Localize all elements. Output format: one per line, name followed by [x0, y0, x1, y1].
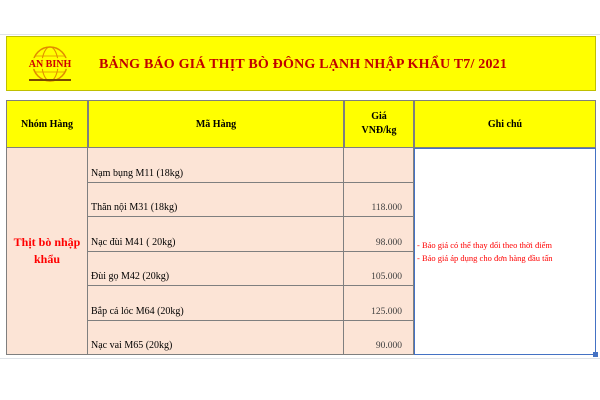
an-binh-logo-icon — [21, 45, 79, 85]
table-row — [88, 217, 414, 252]
price-cell[interactable] — [344, 148, 414, 183]
product-rows — [88, 148, 414, 355]
table-row — [88, 252, 414, 287]
item-name-cell[interactable]: Nạm bụng M11 (18kg) — [88, 148, 344, 183]
item-name-cell[interactable]: Bắp cá lóc M64 (20kg) — [88, 286, 344, 321]
title-banner[interactable] — [6, 36, 596, 91]
page-title: BẢNG BÁO GIÁ THỊT BÒ ĐÔNG LẠNH NHẬP KHẨU T7/ 2021 — [99, 57, 508, 72]
header-price-line2: VNĐ/kg — [361, 125, 397, 136]
group-cell[interactable] — [6, 148, 88, 355]
table-row — [88, 321, 414, 356]
price-cell[interactable]: 98.000 — [344, 217, 414, 252]
grid-line — [0, 358, 600, 359]
selection-fill-handle[interactable] — [593, 352, 598, 357]
note-cell-selected[interactable] — [414, 148, 596, 355]
note-line: - Báo giá áp dụng cho đơn hàng đầu tấn — [417, 252, 553, 263]
item-name-cell[interactable]: Đùi gọ M42 (20kg) — [88, 252, 344, 287]
company-logo — [21, 45, 79, 85]
header-price-line1: Giá — [371, 111, 387, 122]
price-cell[interactable]: 118.000 — [344, 183, 414, 218]
price-cell[interactable]: 125.000 — [344, 286, 414, 321]
header-item-code[interactable]: Mã Hàng — [88, 100, 344, 148]
item-name-cell[interactable]: Thăn nội M31 (18kg) — [88, 183, 344, 218]
table-row — [88, 286, 414, 321]
price-cell[interactable]: 105.000 — [344, 252, 414, 287]
group-label: Thịt bò nhập khẩu — [13, 235, 81, 266]
svg-text:AN BINH: AN BINH — [28, 59, 72, 70]
item-name-cell[interactable]: Nạc đùi M41 ( 20kg) — [88, 217, 344, 252]
header-price[interactable] — [344, 100, 414, 148]
table-row — [88, 148, 414, 183]
grid-line — [0, 34, 600, 35]
note-line: - Báo giá có thể thay đổi theo thời điểm — [417, 239, 553, 250]
table-row — [88, 183, 414, 218]
header-group[interactable]: Nhóm Hàng — [6, 100, 88, 148]
price-cell[interactable]: 90.000 — [344, 321, 414, 356]
header-note[interactable]: Ghi chú — [414, 100, 596, 148]
item-name-cell[interactable]: Nạc vai M65 (20kg) — [88, 321, 344, 356]
